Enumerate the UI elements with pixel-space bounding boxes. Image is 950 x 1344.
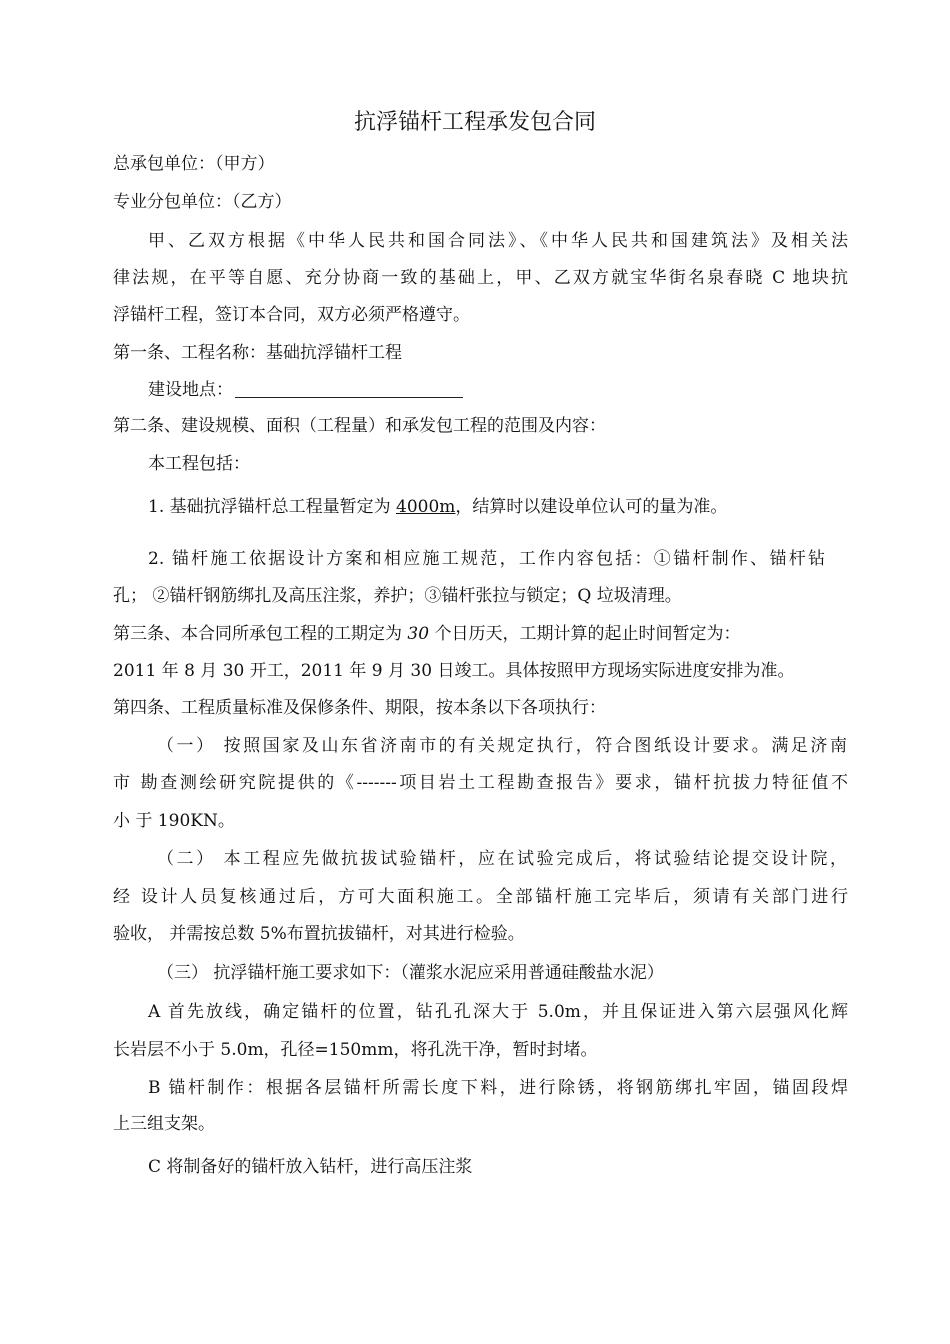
clause-a-line-2: 长岩层不小于 5.0m，孔径=150mm，将孔洗干净，暂时封堵。: [113, 1040, 598, 1060]
article-3-line-2: 2011 年 8 月 30 开工，2011 年 9 月 30 日竣工。具体按照甲方现场实际进度安排为准。: [113, 661, 795, 681]
clause-2-line-1: （二） 本工程应先做抗拔试验锚杆，应在试验完成后，将试验结论提交设计院，: [157, 849, 847, 869]
article-3-line-1: [113, 622, 740, 646]
site-line: [148, 378, 463, 402]
intro-line-3: 浮锚杆工程，签订本合同，双方必须严格遵守。: [113, 305, 470, 325]
scope-item-1-text: 1. 基础抗浮锚杆总工程量暂定为: [148, 497, 397, 517]
article-4: 第四条、工程质量标准及保修条件、期限，按本条以下各项执行：: [113, 698, 606, 718]
article-3-text: 第三条、本合同所承包工程的工期定为: [113, 624, 408, 644]
clause-2-line-3: 验收， 并需按总数 5%布置抗拔锚杆，对其进行检验。: [113, 924, 525, 944]
scope-item-2-line-1: 2. 锚杆施工依据设计方案和相应施工规范，工作内容包括：①锚杆制作、锚杆钻: [148, 549, 825, 569]
clause-2-line-2: 经 设计人员复核通过后，方可大面积施工。全部锚杆施工完毕后，须请有关部门进行: [113, 887, 848, 907]
party-a-line: 总承包单位：（甲方）: [113, 154, 275, 174]
site-blank-field: [235, 379, 463, 398]
clause-a-line-1: A 首先放线，确定锚杆的位置，钻孔孔深大于 5.0m，并且保证进入第六层强风化辉: [148, 1002, 848, 1022]
document-title: 抗浮锚杆工程承发包合同: [353, 110, 596, 135]
scope-label: 本工程包括：: [148, 454, 250, 474]
intro-line-2: 律法规，在平等自愿、充分协商一致的基础上，甲、乙双方就宝华街名泉春晓 C 地块抗: [113, 268, 848, 288]
clause-1-line-2: 市 勘查测绘研究院提供的《-------项目岩土工程勘查报告》要求，锚杆抗拔力特征值不: [113, 773, 848, 793]
clause-1-line-1: （一） 按照国家及山东省济南市的有关规定执行，符合图纸设计要求。满足济南: [157, 736, 847, 756]
article-3-days: 30: [407, 624, 430, 644]
clause-c: C 将制备好的锚杆放入钻杆，进行高压注浆: [148, 1157, 473, 1177]
party-b-line: 专业分包单位：（乙方）: [113, 192, 292, 212]
clause-3: （三） 抗浮锚杆施工要求如下：（灌浆水泥应采用普通硅酸盐水泥）: [157, 963, 664, 983]
article-3-tail: 个日历天，工期计算的起止时间暂定为：: [429, 624, 741, 644]
clause-1-line-3: 小 于 190KN。: [113, 811, 235, 831]
scope-item-2-line-2: 孔； ②锚杆钢筋绑扎及高压注浆，养护；③锚杆张拉与锁定；Q 垃圾清理。: [113, 586, 682, 606]
clause-b-line-1: B 锚杆制作：根据各层锚杆所需长度下料，进行除锈，将钢筋绑扎牢固，锚固段焊: [148, 1078, 848, 1098]
scope-item-1-quantity: 4000m: [396, 497, 456, 517]
article-2: 第二条、建设规模、面积（工程量）和承发包工程的范围及内容：: [113, 416, 606, 436]
site-label: 建设地点：: [148, 380, 233, 400]
intro-line-1: 甲、乙双方根据《中华人民共和国合同法》、《中华人民共和国建筑法》及相关法: [148, 231, 848, 251]
scope-item-1-tail: ，结算时以建设单位认可的量为准。: [455, 497, 728, 517]
clause-b-line-2: 上三组支架。: [113, 1114, 215, 1134]
article-1: 第一条、工程名称：基础抗浮锚杆工程: [113, 343, 402, 363]
scope-item-1: [148, 495, 727, 519]
